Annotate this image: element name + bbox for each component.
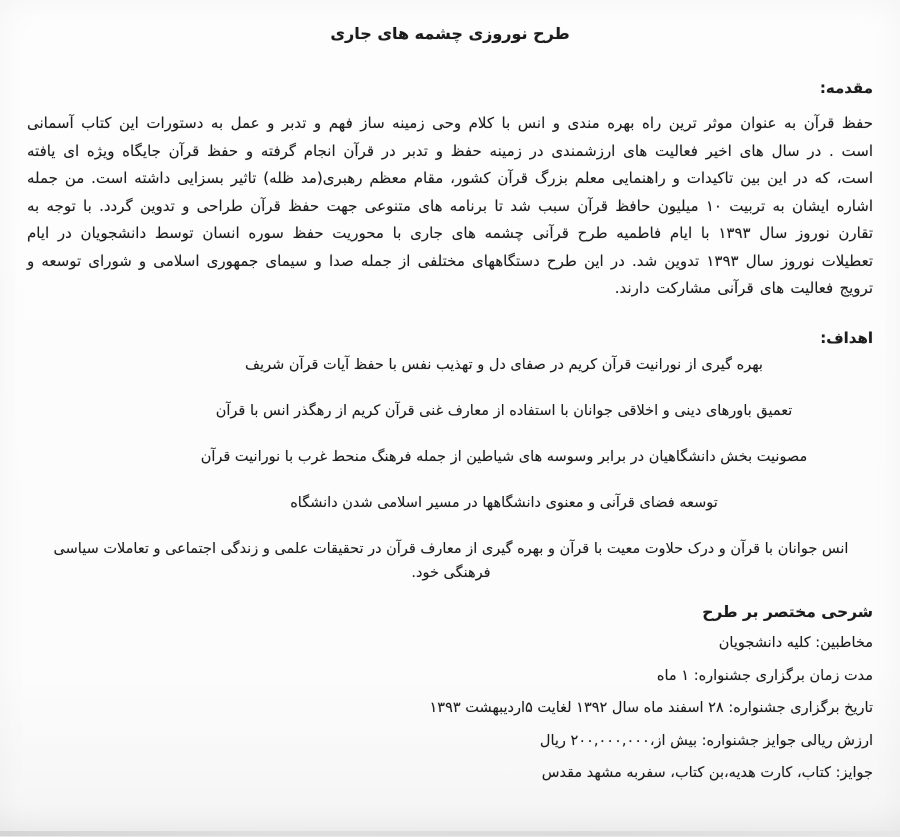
goals-heading: اهداف: bbox=[820, 328, 873, 347]
summary-dates-line: تاريخ برگزاری جشنواره: ۲۸ اسفند ماه سال ۱۳۹۲ لغايت ۵اردیبهشت ۱۳۹۳ bbox=[429, 700, 873, 716]
goal-item: بهره گيری از نورانيت قرآن كريم در صفای دل و تهذيب نفس با حفظ آيات قرآن شريف bbox=[245, 356, 763, 373]
intro-heading: مقدمه: bbox=[819, 79, 873, 97]
summary-audience-line: مخاطبين: كليه دانشجويان bbox=[718, 635, 873, 651]
summary-duration-line: مدت زمان برگزاری جشنواره: ۱ ماه bbox=[656, 667, 873, 684]
goal-item: انس جوانان با قرآن و درک حلاوت معيت با قرآن و بهره گيری از معارف قرآن در تحقيقات علمی و زندگی اجتماعی و تعاملات سياسی فرهنگی خود. bbox=[53, 540, 849, 581]
goal-item: توسعه فضای قرآنی و معنوی دانشگاهها در مسير اسلامی شدن دانشگاه bbox=[290, 494, 718, 511]
intro-paragraph: حفظ قرآن به عنوان موثر ترين راه بهره مندی و انس با كلام وحی زمينه ساز فهم و تدبر و عمل به دستورات اين كتاب آسمانی است . در سال های اخير فعاليت های ارزشمندی در زمينه حفظ و تدبر در قرآن انجام گرفته و حفظ قرآن جايگاه ويژه ای يافته است، كه در اين بين تاكيدات و راهنمايی معلم بزرگ قرآن كشور، مقام معظم رهبری(مد ظله) تاثير بسزايی داشته است. من جمله اشاره ايشان به تربيت ۱۰ ميليون حافظ قرآن سبب شد تا برنامه های متنوعی جهت حفظ قرآن طراحی و تدوين گردد. با توجه به تقارن نوروز سال ۱۳۹۳ با ايام فاطميه طرح قرآنی چشمه های جاری با محوريت حفظ سوره انسان توسط دانشجويان در ايام تعطيلات نوروز سال ۱۳۹۳ تدوين شد. در اين طرح دستگاههای مختلفی از جمله صدا و سيمای جمهوری اسلامی و شورای توسعه و ترويج فعاليت های قرآنی مشاركت دارند. bbox=[27, 114, 874, 297]
goals-list bbox=[0, 353, 900, 585]
scan-artifact-bottom bbox=[0, 831, 900, 836]
goal-item: مصونيت بخش دانشگاهيان در برابر وسوسه های شياطين از جمله فرهنگ منحط غرب با نورانيت قرآن bbox=[200, 448, 808, 465]
document-title: طرح نوروزی چشمه های جاری bbox=[330, 24, 570, 43]
goal-item: تعميق باورهای دينی و اخلاقی جوانان با استفاده از معارف غنی قرآن كريم از رهگذر انس با قرآن bbox=[215, 402, 793, 419]
summary-prize-value-line: ارزش ريالی جوايز جشنواره: بيش از،۲۰۰,۰۰۰,۰۰۰ ريال bbox=[539, 732, 873, 749]
summary-prizes-line: جوايز: كتاب، كارت هديه،بن كتاب، سفربه مشهد مقدس bbox=[541, 765, 873, 781]
summary-heading: شرحی مختصر بر طرح bbox=[702, 602, 873, 621]
